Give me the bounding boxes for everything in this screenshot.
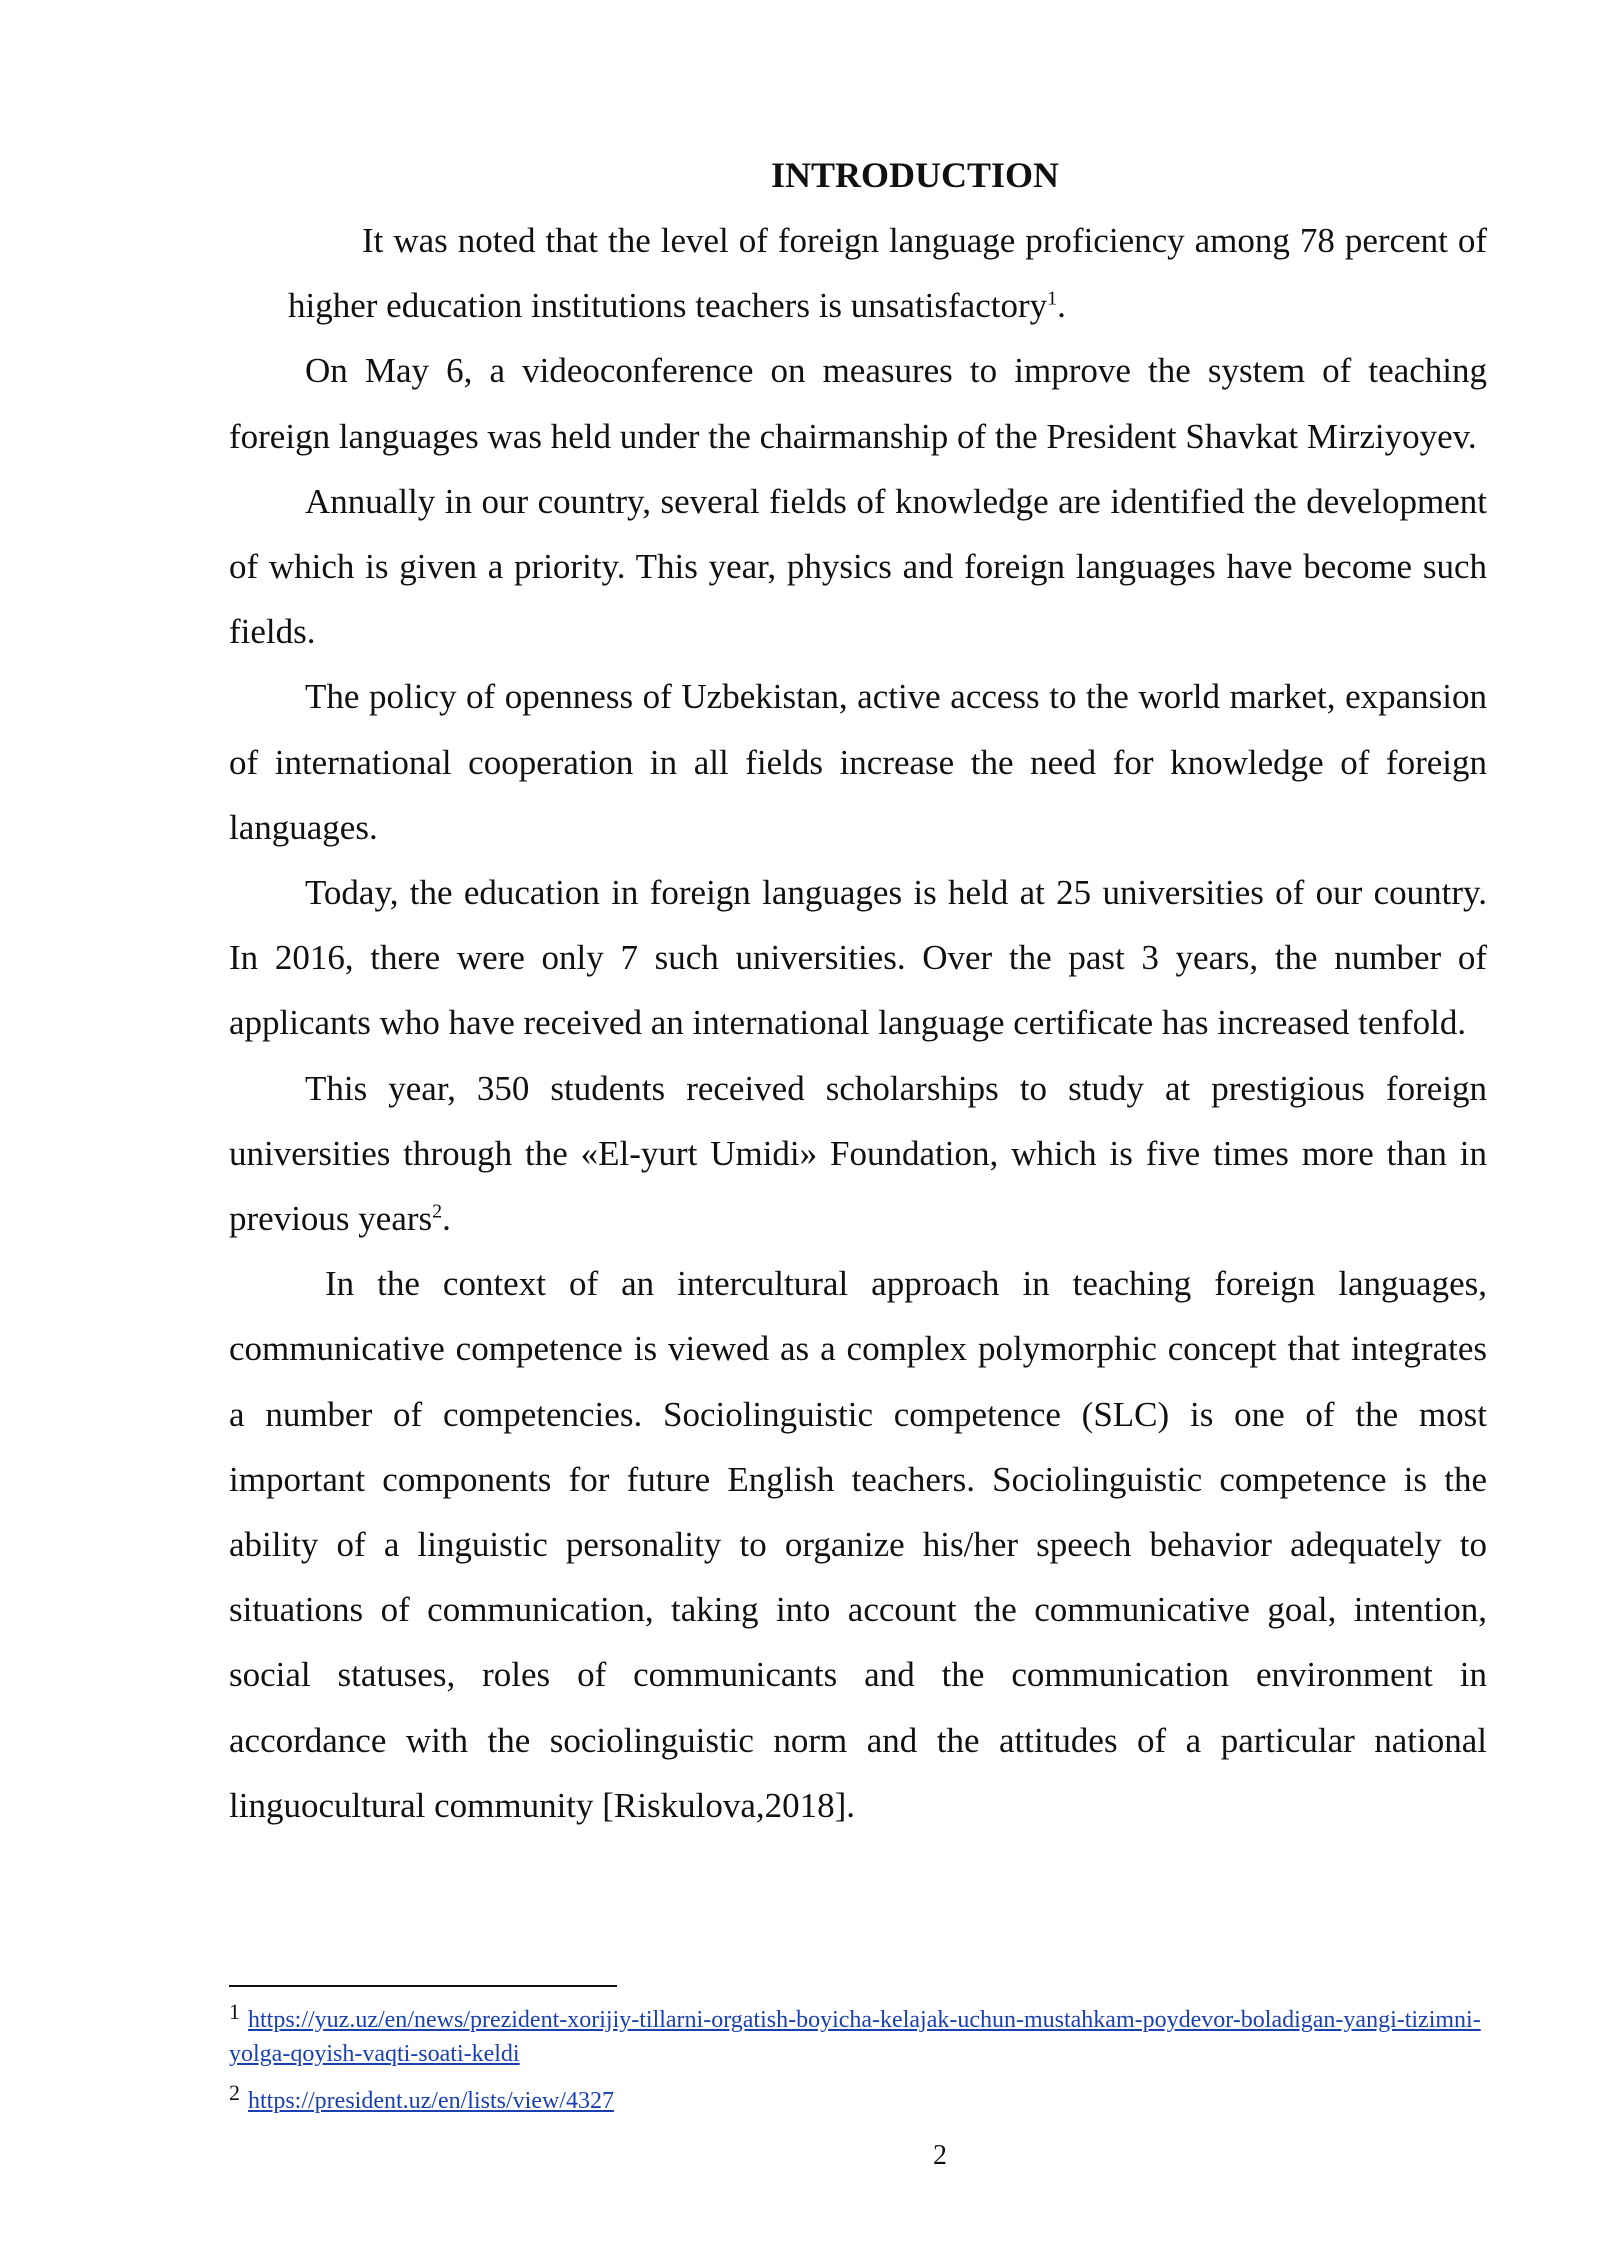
paragraph-1-text: It was noted that the level of foreign language proficiency among 78 percent of higher education institutions teachers is unsatisfactory [288, 221, 1487, 326]
footnote-2 [229, 2076, 1491, 2118]
paragraph-5-text: Today, the education in foreign languages is held at 25 universities of our country. In 2016, there were only 7 such universities. Over the past 3 years, the number of applicants who have received an international language certificate has increased tenfold. [229, 873, 1487, 1043]
footnotes [229, 1995, 1491, 2123]
paragraph-6-text: This year, 350 students received scholarships to study at prestigious foreign universities through the «El-yurt Umidi» Foundation, which is five times more than in previous years [229, 1068, 1487, 1239]
paragraph-3-text: Annually in our country, several fields of knowledge are identified the development of which is given a priority. This year, physics and foreign languages have become such fields. [229, 481, 1487, 652]
footnote-2-link[interactable]: https://president.uz/en/lists/view/4327 [248, 2088, 614, 2114]
paragraph-4 [229, 664, 1487, 860]
paragraph-2 [229, 338, 1487, 468]
paragraph-5 [229, 860, 1487, 1056]
footnote-ref-1[interactable]: 1 [1047, 287, 1058, 310]
page-number: 2 [933, 2140, 947, 2171]
footnote-2-number: 2 [229, 2080, 240, 2105]
footnote-1-link[interactable]: https://yuz.uz/en/news/prezident-xorijiy-tillarni-orgatish-boyicha-kelajak-uchun-mustahkam-poydevor-boladigan-yangi-tizimni-yolga-qoyish-vaqti-soati-keldi [229, 2007, 1481, 2067]
footnote-ref-2[interactable]: 2 [432, 1200, 443, 1223]
body-text [229, 208, 1487, 1838]
footnote-1 [229, 1995, 1491, 2071]
footnote-1-number: 1 [229, 1999, 240, 2024]
paragraph-1: It was noted that the level of foreign language proficiency among 78 percent of higher education institutions teachers is unsatisfactory$^1$. [288, 221, 1487, 326]
paragraph-4-text: The policy of openness of Uzbekistan, active access to the world market, expansion of international cooperation in all fields increase the need for knowledge of foreign languages. [229, 677, 1487, 847]
paragraph-6: This year, 350 students received scholarships to study at prestigious foreign universities through the «El-yurt Umidi» Foundation, which is five times more than in previous years$^2$. [229, 1068, 1487, 1239]
paragraph-7-text: In the context of an intercultural approach in teaching foreign languages, communicative competence is viewed as a complex polymorphic concept that integrates a number of competencies. Sociolinguistic competence (SLC) is one of the most important components for future English teachers. Sociolinguistic competence is the ability of a linguistic personality to organize his/her speech behavior adequately to situations of communication, taking into account the communicative goal, intention, social statuses, roles of communicants and the communication environment in accordance with the sociolinguistic norm and the attitudes of a particular national linguocultural community [Riskulova,2018]. [229, 1264, 1487, 1825]
section-heading: INTRODUCTION [770, 155, 1060, 195]
paragraph-7 [229, 1251, 1487, 1838]
footnote-separator [229, 1985, 617, 1987]
paragraph-2-text: On May 6, a videoconference on measures to improve the system of teaching foreign languages was held under the chairmanship of the President Shavkat Mirziyoyev. [229, 351, 1487, 456]
paragraph-3 [229, 469, 1487, 665]
